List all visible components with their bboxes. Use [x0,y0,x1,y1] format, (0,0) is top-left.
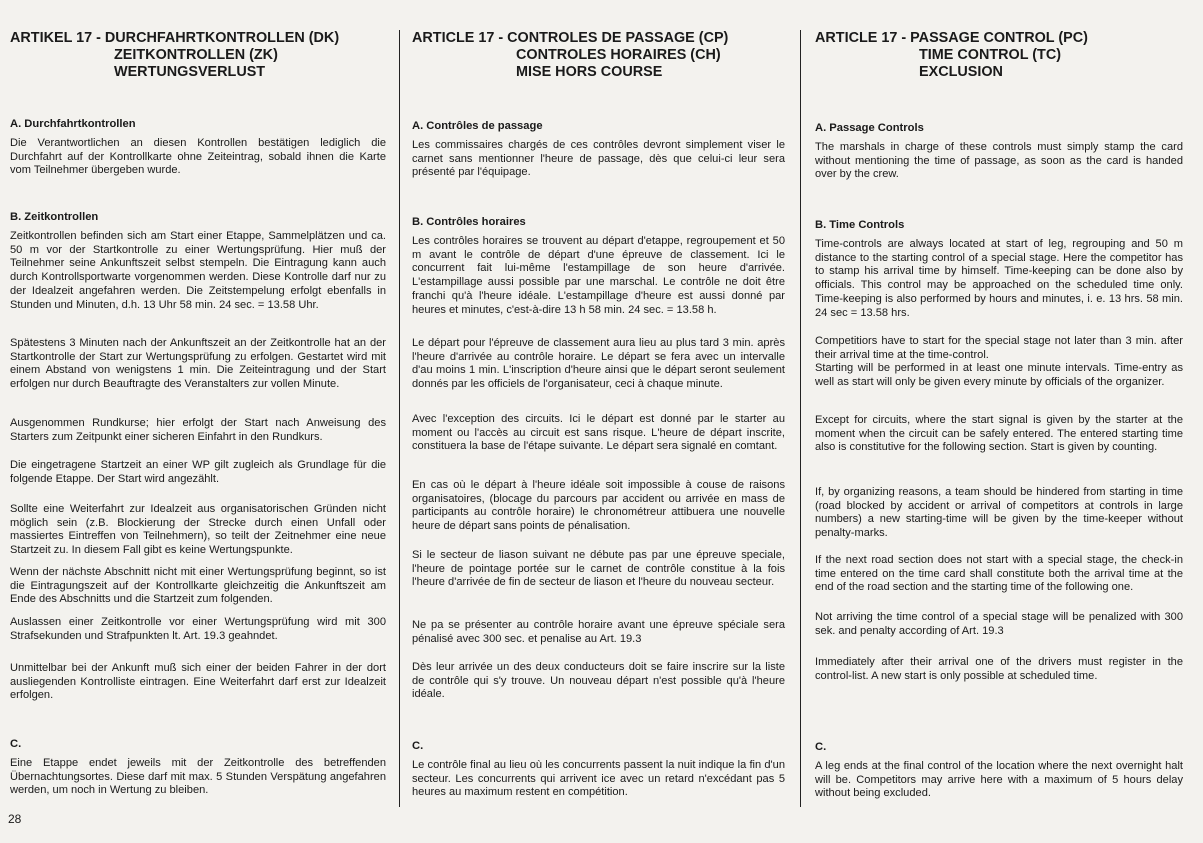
paragraph: The marshals in charge of these controls must simply stamp the card without mentioning the time of passage, as soon as the card is handed over by the crew. [815,141,1183,181]
paragraph: If, by organizing reasons, a team should be hindered from starting in time (road blocked by accident or arrival of competitors at controls in large numbers) a new starting-time will be given by the time-keeper without penalty-marks. [815,486,1183,540]
heading-line: MISE HORS COURSE [516,64,663,80]
article-heading [10,30,386,81]
paragraph: Not arriving the time control of a special stage will be penalized with 300 sek. and penalty according of Art. 19.3 [815,611,1183,637]
paragraph: Auslassen einer Zeitkontrolle vor einer Wertungsprüfung wird mit 300 Strafsekunden und Strafpunkten lt. Art. 19.3 geahndet. [10,616,386,642]
paragraph: Except for circuits, where the start signal is given by the starter at the moment when the circuit can be safely entered. The entered starting time also is constitutive for the following section. Start is given by counting. [815,414,1183,454]
section-title-c: C. [10,738,22,750]
heading-line: ARTICLE 17 - PASSAGE CONTROL (PC) [815,30,1088,46]
section-title-b: B. Time Controls [815,219,905,231]
heading-line: ARTICLE 17 - CONTROLES DE PASSAGE (CP) [412,30,729,46]
section-title-b: B. Contrôles horaires [412,216,526,228]
heading-line: ARTIKEL 17 - DURCHFAHRTKONTROLLEN (DK) [10,30,340,46]
column-divider [399,30,400,807]
column-divider [800,30,801,807]
paragraph: Spätestens 3 Minuten nach der Ankunftszeit an der Zeitkontrolle hat an der Startkontrolle der Start zur Wertungsprüfung zu erfolgen. Gestartet wird mit einem Abstand von wenigstens 1 min. Die Zeiteintragung und der Start erfolgen nur durch Beauftragte des Veranstalters zur vollen Minute. [10,337,386,391]
heading-line: TIME CONTROL (TC) [919,47,1062,63]
paragraph: Les contrôles horaires se trouvent au départ d'etappe, regroupement et 50 m avant le contrôle de départ d'une épreuve de classement. Ici le concurrent fait lui-même l'estampillage de son heure d'arrivée. L'estampillage aussi possible par une marschal. Le contrôle ne doit être franchi qu'à l'heure idéale. L'estampillage d'heure est aussi donné par heures et minutes, c'est-à-dire 13 h 58 min. 24 sec. = 13.58 h. [412,235,785,316]
paragraph: Si le secteur de liason suivant ne débute pas par une épreuve speciale, l'heure de pointage portée sur le carnet de contrôle constitue à la fois l'heure d'arrivée de fin de secteur de liason et l'heure du nouveau secteur. [412,549,785,589]
paragraph: Le départ pour l'épreuve de classement aura lieu au plus tard 3 min. après l'heure d'arrivée au contrôle horaire. Le départ se fera avec un intervalle d'au moins 1 min. L'inscription d'heure ainsi que le départ seront seulement donnés par les officiels de l'organisateur, ceci à chaque minute. [412,337,785,391]
paragraph: Die eingetragene Startzeit an einer WP gilt zugleich als Grundlage für die folgende Etappe. Der Start wird angezählt. [10,459,386,485]
section-title-a: A. Durchfahrtkontrollen [10,118,136,130]
section-title-b: B. Zeitkontrollen [10,211,99,223]
paragraph: En cas où le départ à l'heure idéale soit impossible à couse de raisons organisatoires, (blocage du parcours par accident ou arrivée en mass de participants au contrôle horaire) le chronométreur attibuera une nouvelle heure de départ sans points de pénalisation. [412,479,785,533]
paragraph: Sollte eine Weiterfahrt zur Idealzeit aus organisatorischen Gründen nicht möglich sein (z.B. Blockierung der Strecke durch einen Unfall oder massiertes Eintreffen von Teilnehmern), so teilt der Zeitnehmer eine neue Startzeit zu. In diesem Fall gibt es keine Wertungspunkte. [10,503,386,557]
paragraph: Dès leur arrivée un des deux conducteurs doit se faire inscrire sur la liste de contrôle qui s'y trouve. Un nouveau départ n'est possible qu'à l'heure idéale. [412,661,785,701]
paragraph: Time-controls are always located at start of leg, regrouping and 50 m distance to the starting control of a special stage. Here the competitor has to stamp his arrival time by himself. Time-keeping can be done also by officials. This control may be approached on the scheduled time only. Time-keeping is also performed by hours and minutes, i. e. 13 hrs. 58 min. 24 sec = 13.58 hrs. [815,238,1183,319]
paragraph: Competitiors have to start for the special stage not later than 3 min. after their arrival time at the time-control. Starting will be performed in at least one minute intervals. Time-entry as well as start will only be given every minute by officials of the organizer. [815,335,1183,389]
article-heading [412,30,785,81]
column-english [815,30,1183,807]
heading-line: CONTROLES HORAIRES (CH) [516,47,721,63]
paragraph: Le contrôle final au lieu où les concurrents passent la nuit indique la fin d'un secteur. Les concurrents qui arrivent ice avec un retard n'excédant pas 5 heures au maximum restent en compétition. [412,759,785,799]
paragraph: Unmittelbar bei der Ankunft muß sich einer der beiden Fahrer in der dort ausliegenden Kontrolliste eintragen. Eine Weiterfahrt darf erst zur Idealzeit erfolgen. [10,662,386,702]
paragraph: Ne pa se présenter au contrôle horaire avant une épreuve spéciale sera pénalisé avec 300 sec. et penalise au Art. 19.3 [412,619,785,645]
paragraph: Immediately after their arrival one of the drivers must register in the control-list. A new start is only possible at scheduled time. [815,656,1183,682]
paragraph: Die Verantwortlichen an diesen Kontrollen bestätigen lediglich die Durchfahrt auf der Kontrollkarte ohne Zeiteintrag, sobald ihnen die Karte vom Teilnehmer übergeben wurde. [10,137,386,177]
article-heading [815,30,1183,81]
section-title-c: C. [412,740,424,752]
section-title-c: C. [815,741,827,753]
section-title-a: A. Contrôles de passage [412,120,543,132]
paragraph: Avec l'exception des circuits. Ici le départ est donné par le starter au moment ou l'accès au circuit est sans risque. L'heure de départ inscrite, constituera la base de l'étape suivante. Le départ sera signalé en comtant. [412,413,785,453]
paragraph: Les commissaires chargés de ces contrôles devront simplement viser le carnet sans mentionner l'heure de passage, dès que celui-ci leur sera présenté par l'équipage. [412,139,785,179]
paragraph: Eine Etappe endet jeweils mit der Zeitkontrolle des betreffenden Übernachtungsortes. Diese darf mit max. 5 Stunden Verspätung angefahren werden, um noch in Wertung zu bleiben. [10,757,386,797]
section-title-a: A. Passage Controls [815,122,924,134]
paragraph: Ausgenommen Rundkurse; hier erfolgt der Start nach Anweisung des Starters zum Zeitpunkt einer sicheren Einfahrt in den Rundkurs. [10,417,386,443]
column-german [10,30,386,807]
heading-line: ZEITKONTROLLEN (ZK) [114,47,278,63]
page-number: 28 [8,812,22,826]
column-french [412,30,785,807]
heading-line: EXCLUSION [919,64,1003,80]
paragraph: A leg ends at the final control of the location where the next overnight halt will be. Competitors may arrive here with a maximum of 5 hours delay without being excluded. [815,760,1183,800]
paragraph: If the next road section does not start with a special stage, the check-in time entered on the time card shall constitute both the arrival time at the end of the road section and the starting time of the following one. [815,554,1183,594]
paragraph: Wenn der nächste Abschnitt nicht mit einer Wertungsprüfung beginnt, so ist die Eintragungszeit auf der Kontrollkarte gleichzeitig die Ankunftszeit am Ende des Abschnitts und die Startzeit zum folgenden. [10,566,386,606]
paragraph: Zeitkontrollen befinden sich am Start einer Etappe, Sammelplätzen und ca. 50 m vor der Startkontrolle zu einer Wertungsprüfung. Hier muß der Teilnehmer seine Ankunftszeit selbst stempeln. Die Eintragung kann auch durch Kontrollsportwarte vorgenommen werden. Diese Kontrolle darf nur zu der Idealzeit angefahren werden. Die Zeitstempelung erfolgt ebenfalls in Stunden und Minuten, d.h. 13 Uhr 58 min. 24 sec. = 13.58 Uhr. [10,230,386,311]
heading-line: WERTUNGSVERLUST [114,64,266,80]
